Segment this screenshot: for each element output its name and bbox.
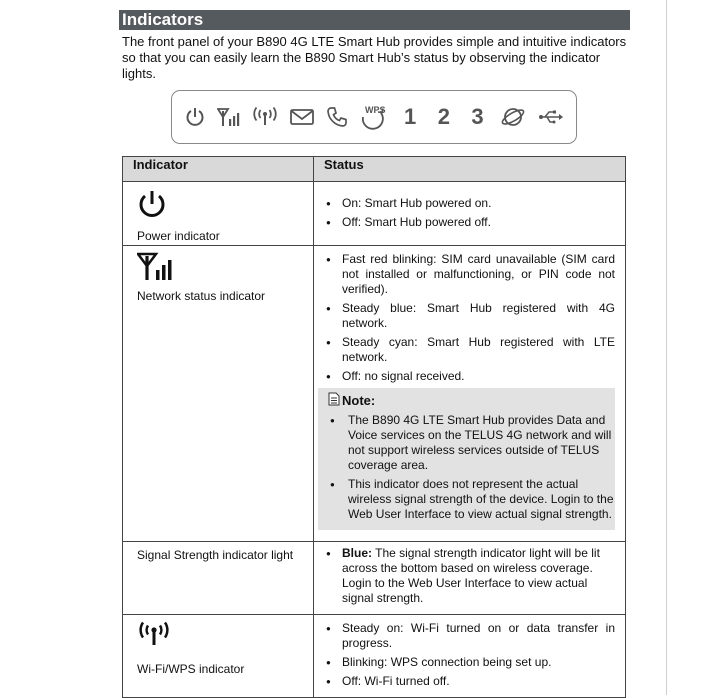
section-heading: Indicators — [119, 10, 630, 30]
table-row — [123, 246, 626, 542]
indicator-cell — [123, 182, 314, 246]
status-cell — [314, 542, 626, 615]
list-item: ● Blinking: WPS connection being set up. — [324, 655, 615, 670]
header-status: Status — [314, 157, 626, 182]
status-cell — [314, 615, 626, 698]
list-item: ● Steady on: Wi-Fi turned on or data transfer in progress. — [324, 621, 615, 651]
indicator-label: Network status indicator — [137, 289, 266, 303]
phone-icon — [326, 102, 348, 132]
note-heading — [328, 392, 615, 409]
intro-paragraph: The front panel of your B890 4G LTE Smart Hub provides simple and intuitive indicators so that you can easily learn the B890 Smart Hub’s status by observing the indicator lights. — [122, 34, 627, 81]
indicator-label: Signal Strength indicator light — [137, 548, 294, 562]
globe-icon — [500, 102, 526, 132]
list-item: ● Steady cyan: Smart Hub registered with LTE network. — [324, 335, 615, 365]
note-icon — [328, 392, 340, 409]
table-row — [123, 615, 626, 698]
status-cell — [314, 182, 626, 246]
wifi-icon — [252, 102, 278, 132]
signal-icon — [137, 252, 307, 285]
note-item: ● This indicator does not represent the actual wireless signal strength of the device. Login to the Web User Interface to view actual signal strength. — [328, 477, 615, 522]
note-title: Note: — [342, 393, 376, 408]
list-item: ● Fast red blinking: SIM card unavailable (SIM card not installed or malfunctioning, or PIN code not verified). — [324, 252, 615, 297]
list-item: ● Off: Wi-Fi turned off. — [324, 674, 615, 689]
indicator-cell — [123, 542, 314, 615]
panel-number-3: 3 — [471, 104, 484, 129]
svg-text:WPS: WPS — [365, 105, 386, 115]
indicator-table — [122, 156, 626, 698]
note-item: ● The B890 4G LTE Smart Hub provides Data and Voice services on the TELUS 4G network and will not support wireless services outside of TELUS coverage area. — [328, 413, 615, 473]
panel-number-1: 1 — [404, 104, 417, 129]
list-item — [324, 546, 615, 606]
indicator-label: Power indicator — [137, 229, 220, 243]
list-item: ● On: Smart Hub powered on. — [324, 196, 615, 211]
mail-icon — [290, 102, 314, 132]
power-icon — [137, 188, 307, 223]
table-row — [123, 182, 626, 246]
wps-icon — [359, 102, 387, 132]
status-cell — [314, 246, 626, 542]
usb-icon — [538, 102, 564, 132]
indicator-cell — [123, 246, 314, 542]
power-icon — [185, 102, 205, 132]
list-item: ● Off: Smart Hub powered off. — [324, 215, 615, 230]
list-item: ● Off: no signal received. — [324, 369, 615, 384]
page-edge-line — [666, 0, 667, 695]
table-row — [123, 542, 626, 615]
list-item: ● Steady blue: Smart Hub registered with 4G network. — [324, 301, 615, 331]
status-text: The signal strength indicator light will be lit across the bottom based on wireless coverage. Login to the Web User Interface to view actual signal strength. — [342, 546, 600, 605]
indicator-label: Wi-Fi/WPS indicator — [137, 662, 245, 676]
indicator-cell — [123, 615, 314, 698]
panel-number-2: 2 — [437, 104, 450, 129]
signal-icon — [217, 102, 241, 132]
header-indicator: Indicator — [123, 157, 314, 182]
table-header-row — [123, 157, 626, 182]
note-box — [318, 388, 615, 530]
wifi-icon — [137, 621, 307, 650]
front-panel-illustration — [171, 90, 577, 144]
status-emphasis: Blue: — [342, 546, 372, 560]
